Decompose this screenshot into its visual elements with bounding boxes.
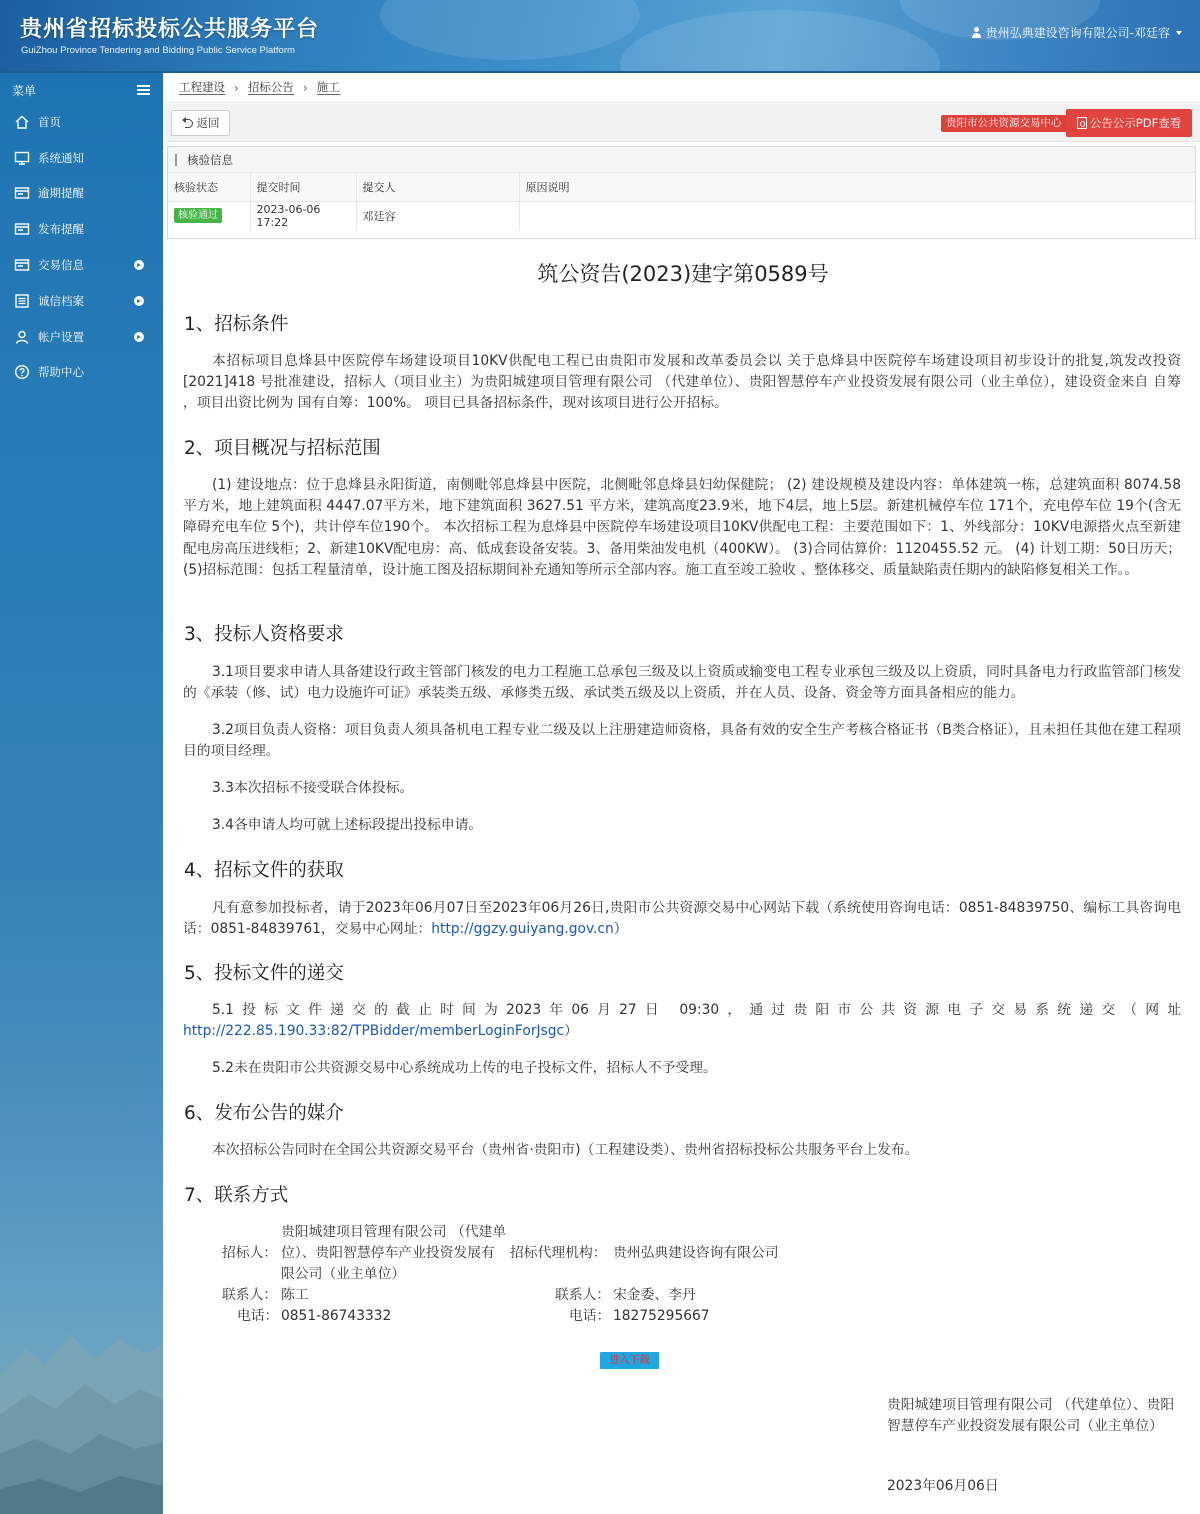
tenderer-phone-label: 电话： [237, 1308, 279, 1324]
status-cell [168, 201, 250, 230]
sidebar-item-home[interactable] [0, 107, 163, 137]
section-heading: 7、联系方式 [184, 1185, 289, 1206]
section-heading: 3、投标人资格要求 [184, 624, 344, 645]
agency-name: 贵州弘典建设咨询有限公司 [613, 1245, 779, 1261]
table-row [168, 201, 1195, 230]
back-label: 返回 [196, 116, 220, 130]
top-header [0, 0, 1200, 73]
sidebar-item-label: 交易信息 [38, 258, 84, 272]
pdf-icon [1077, 117, 1087, 129]
sidebar-item-label: 发布提醒 [38, 222, 84, 236]
user-menu[interactable] [971, 24, 1182, 41]
verification-panel [167, 146, 1196, 239]
caret-down-icon [1176, 31, 1182, 35]
table-header-row [168, 173, 1195, 201]
column-header: 提交人 [356, 173, 519, 201]
section-paragraph: 3.4各申请人均可就上述标段提出投标申请。 [212, 817, 483, 833]
section-paragraph: 本招标项目息烽县中医院停车场建设项目10KV供配电工程已由贵阳市发展和改革委员会以 关于息烽县中医院停车场建设项目初步设计的批复,筑发改投资[2021]418 号批准建设，招标人（项目业主）为贵阳城建项目管理有限公司 （代建单位）、贵阳智慧停车产业投资发展有限公司（业主单位），建设资金来自 自筹 ，项目出资比例为 国有自筹：100%。 项目已具备招标条件，现对该项目进行公开招标。 [183, 353, 1181, 412]
paragraph-text: 5.1投标文件递交的截止时间为2023年06月27日 09:30，通过贵阳市公共资源电子交易系统递交（网址 [212, 1002, 1181, 1018]
section-paragraph: 3.2项目负责人资格：项目负责人须具备机电工程专业二级及以上注册建造师资格，具备有效的安全生产考核合格证书（B类合格证），且未担任其他在建工程项目的项目经理。 [183, 722, 1181, 760]
section-paragraph [183, 1000, 1181, 1042]
tenderer-contact-label: 联系人： [222, 1287, 278, 1303]
agency-label: 招标代理机构： [510, 1245, 607, 1261]
menu-label: 菜单 [12, 83, 37, 98]
column-header: 原因说明 [519, 173, 1195, 201]
download-button[interactable]: 进入下载 [600, 1352, 659, 1369]
sidebar-item-label: 系统通知 [38, 151, 84, 165]
breadcrumb-item[interactable]: 工程建设 [179, 80, 225, 94]
column-header: 提交时间 [250, 173, 356, 201]
monitor-icon [13, 150, 30, 167]
section-heading: 1、招标条件 [184, 314, 289, 335]
sidebar-item-label: 帮助中心 [38, 365, 84, 379]
section-heading: 4、招标文件的获取 [184, 860, 344, 881]
tenderer-label: 招标人： [222, 1245, 278, 1261]
paragraph-text: ） [564, 1023, 578, 1040]
sidebar-item-account[interactable] [0, 322, 163, 352]
submitter-cell: 邓廷容 [356, 201, 519, 230]
section-heading: 5、投标文件的递交 [184, 963, 344, 984]
agency-contact: 宋金委、李丹 [613, 1287, 696, 1303]
tenderer-phone: 0851-86743332 [281, 1308, 392, 1324]
signature: 贵阳城建项目管理有限公司 （代建单位）、贵阳智慧停车产业投资发展有限公司（业主单位） [887, 1397, 1175, 1434]
reason-cell [519, 201, 1195, 230]
section-paragraph: 本次招标公告同时在全国公共资源交易平台（贵州省·贵阳市)（工程建设类）、贵州省招标投标公共服务平台上发布。 [212, 1142, 919, 1158]
section-heading: 6、发布公告的媒介 [184, 1103, 344, 1124]
trade-center-badge: 贵阳市公共资源交易中心 [941, 115, 1067, 132]
platform-subtitle: GuiZhou Province Tendering and Bidding Public Service Platform [21, 45, 295, 56]
sidebar [0, 73, 163, 1514]
back-icon [182, 118, 195, 128]
agency-contact-label: 联系人： [555, 1287, 611, 1303]
hamburger-icon[interactable] [137, 85, 150, 95]
verification-table [168, 173, 1195, 230]
panel-title [168, 147, 1195, 173]
inbox-icon [13, 257, 30, 274]
section-paragraph: 5.2未在贵阳市公共资源交易中心系统成功上传的电子投标文件，招标人不予受理。 [212, 1060, 717, 1076]
column-header: 核验状态 [168, 173, 250, 201]
menu-header [0, 73, 163, 107]
breadcrumb-item[interactable]: 施工 [316, 80, 340, 94]
tenderer-contact: 陈工 [281, 1287, 309, 1303]
sidebar-item-label: 逾期提醒 [38, 186, 84, 200]
pdf-label: 公告公示PDF查看 [1089, 116, 1182, 130]
section-paragraph [183, 898, 1181, 940]
user-icon [13, 329, 30, 346]
tenderer-name: 贵阳城建项目管理有限公司 （代建单位）、贵阳智慧停车产业投资发展有限公司（业主单位） [281, 1224, 507, 1282]
agency-phone: 18275295667 [613, 1308, 710, 1324]
notice-date: 2023年06月06日 [887, 1478, 999, 1494]
section-paragraph: (1) 建设地点：位于息烽县永阳街道，南侧毗邻息烽县中医院，北侧毗邻息烽县妇幼保健院； (2) 建设规模及建设内容：单体建筑一栋，总建筑面积 8074.58 平方米，地上建筑面积 4447.07平方米，地下建筑面积 3627.51 平方米，建筑高度23.9米，地下4层，地上5层。新建机械停车位 171个，充电停车位 19个(含无障碍充电车位 5个)，共计停车位190个。 本次招标工程为息烽县中医院停车场建设项目10KV供配电工程：主要范围如下：1、外线部分：10KV电源搭火点至新建配电房高压进线柜；2、新建10KV配电房：高、低成套设备安装。3、备用柴油发电机（400KW）。 (3)合同估算价：1120455.52 元。 (4) 计划工期：50日历天； (5)招标范围：包括工程量清单，设计施工图及招标期间补充通知等所示全部内容。施工直至竣工验收 、整体移交、质量缺陷责任期内的缺陷修复相关工作。。 [183, 477, 1181, 578]
user-name: 贵州弘典建设咨询有限公司-邓廷容 [985, 26, 1170, 40]
sidebar-item-label: 首页 [38, 115, 61, 129]
sidebar-item-overdue[interactable] [0, 178, 163, 208]
inbox-icon [13, 221, 30, 238]
breadcrumb-separator: › [302, 80, 308, 95]
breadcrumb-item[interactable]: 招标公告 [247, 80, 294, 94]
sidebar-item-label: 帐户设置 [38, 330, 84, 344]
breadcrumb [166, 73, 1200, 103]
list-icon [13, 293, 30, 310]
chevron-right-icon [134, 332, 144, 342]
sidebar-item-trade-info[interactable] [0, 250, 163, 280]
toolbar [166, 104, 1200, 142]
bid-system-link[interactable]: http://222.85.190.33:82/TPBidder/memberLoginForJsgc [183, 1023, 565, 1040]
user-icon [971, 27, 982, 38]
sidebar-item-publish[interactable] [0, 214, 163, 244]
trade-center-link[interactable]: http://ggzy.guiyang.gov.cn [431, 921, 614, 938]
pdf-view-button[interactable] [1066, 109, 1192, 137]
sidebar-item-system-notice[interactable] [0, 143, 163, 173]
notice-title: 筑公资告(2023)建字第0589号 [537, 262, 829, 286]
sidebar-item-help[interactable] [0, 357, 163, 387]
breadcrumb-separator: › [234, 80, 239, 95]
title-bar [175, 154, 177, 166]
home-icon [13, 114, 30, 131]
panel-title-text: 核验信息 [187, 152, 233, 167]
sidebar-item-label: 诚信档案 [38, 294, 84, 308]
paragraph-text: 凡有意参加投标者，请于2023年06月07日至2023年06月26日,贵阳市公共资源交易中心网站下载（系统使用咨询电话：0851-84839750、编标工具咨询电话：0851-84839761，交易中心网址： [183, 900, 1181, 938]
agency-phone-label: 电话： [569, 1308, 611, 1324]
mountain-decoration [0, 1254, 163, 1514]
chevron-right-icon [134, 260, 144, 270]
platform-title: 贵州省招标投标公共服务平台 [20, 17, 320, 42]
paragraph-text: ） [613, 921, 628, 938]
section-heading: 2、项目概况与招标范围 [184, 438, 381, 459]
section-paragraph: 3.3本次招标不接受联合体投标。 [212, 780, 414, 796]
time-cell: 2023-06-06 17:22 [250, 201, 356, 230]
help-icon [13, 364, 30, 381]
back-button[interactable] [171, 110, 230, 136]
status-badge: 核验通过 [174, 208, 222, 223]
sidebar-item-credit[interactable] [0, 286, 163, 316]
inbox-icon [13, 185, 30, 202]
chevron-right-icon [134, 296, 144, 306]
section-paragraph: 3.1项目要求申请人具备建设行政主管部门核发的电力工程施工总承包三级及以上资质或输变电工程专业承包三级及以上资质，同时具备电力行政监管部门核发的《承装（修、试）电力设施许可证》承装类五级、承修类五级、承试类五级及以上资质，并在人员、设备、资金等方面具备相应的能力。 [183, 664, 1181, 702]
